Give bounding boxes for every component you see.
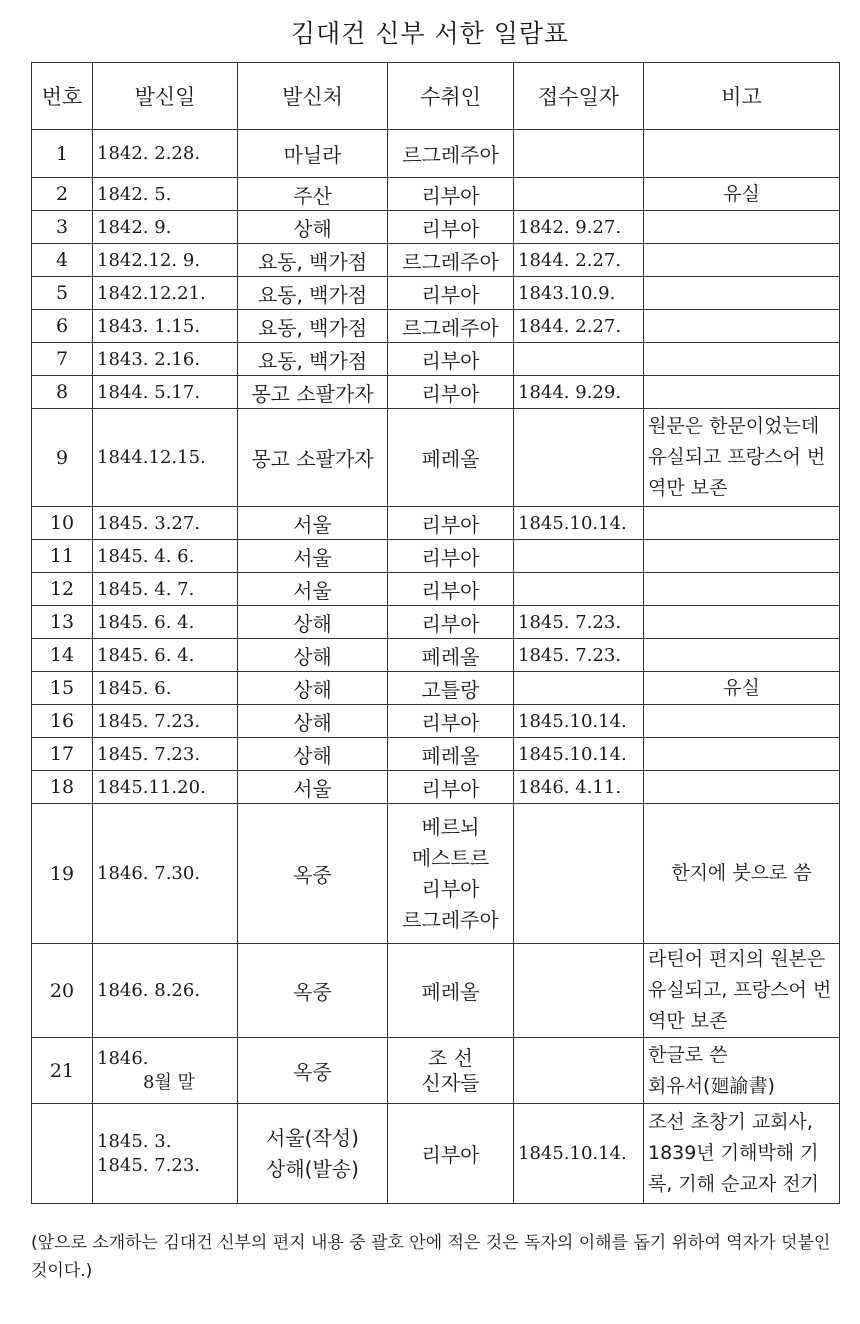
cell-line: 르그레주아 [402, 907, 499, 932]
cell-line: 1846. [97, 1047, 149, 1069]
table-row [32, 672, 840, 705]
received-date [514, 343, 644, 376]
remark: 유실 [644, 178, 840, 211]
table-row [32, 944, 840, 1038]
remark [644, 639, 840, 672]
recipient: 페레올 [388, 409, 514, 507]
cell-line: 상해(발송) [266, 1156, 359, 1181]
recipient: 리부아 [388, 507, 514, 540]
received-date [514, 573, 644, 606]
row-number: 8 [32, 376, 93, 409]
letters-table [31, 62, 840, 1204]
table-row [32, 343, 840, 376]
remark [644, 507, 840, 540]
remark [644, 310, 840, 343]
received-date [514, 944, 644, 1038]
row-number: 19 [32, 804, 93, 944]
remark [644, 343, 840, 376]
sent-date: 1845. 7.23. [93, 738, 238, 771]
sent-date: 1845. 6. 4. [93, 639, 238, 672]
cell-line: 신자들 [421, 1070, 480, 1095]
col-header-sent-date: 발신일 [93, 63, 238, 130]
sent-date: 1844.12.15. [93, 409, 238, 507]
recipient: 페레올 [388, 944, 514, 1038]
row-number: 10 [32, 507, 93, 540]
col-header-remark: 비고 [644, 63, 840, 130]
sent-date: 1846. 8.26. [93, 944, 238, 1038]
origin: 서울 [238, 507, 388, 540]
origin: 상해 [238, 606, 388, 639]
origin: 요동, 백가점 [238, 343, 388, 376]
row-number: 21 [32, 1038, 93, 1104]
sent-date: 1842. 5. [93, 178, 238, 211]
table-row [32, 310, 840, 343]
table-row [32, 178, 840, 211]
remark [644, 705, 840, 738]
origin: 마닐라 [238, 130, 388, 178]
origin: 몽고 소팔가자 [238, 376, 388, 409]
row-number: 9 [32, 409, 93, 507]
col-header-no: 번호 [32, 63, 93, 130]
remark: 원문은 한문이었는데 유실되고 프랑스어 번역만 보존 [644, 409, 840, 507]
sent-date: 1845. 6. [93, 672, 238, 705]
remark [644, 130, 840, 178]
remark: 조선 초창기 교회사, 1839년 기해박해 기록, 기해 순교자 전기 [644, 1104, 840, 1204]
recipient: 리부아 [388, 178, 514, 211]
sent-date: 1846. 7.30. [93, 804, 238, 944]
cell-line: 서울(작성) [266, 1125, 359, 1150]
origin [238, 1104, 388, 1204]
sent-date: 1842. 9. [93, 211, 238, 244]
table-row [32, 507, 840, 540]
row-number: 13 [32, 606, 93, 639]
received-date [514, 130, 644, 178]
row-number: 5 [32, 277, 93, 310]
row-number: 4 [32, 244, 93, 277]
received-date: 1843.10.9. [514, 277, 644, 310]
received-date [514, 178, 644, 211]
recipient [388, 1038, 514, 1104]
cell-line: 회유서(廻諭書) [648, 1074, 775, 1097]
recipient: 리부아 [388, 606, 514, 639]
cell-line: 1845. 7.23. [97, 1154, 201, 1176]
recipient: 리부아 [388, 277, 514, 310]
sent-date: 1845. 3.27. [93, 507, 238, 540]
sent-date [93, 1104, 238, 1204]
remark [644, 573, 840, 606]
recipient: 르그레주아 [388, 244, 514, 277]
sent-date: 1845. 6. 4. [93, 606, 238, 639]
recipient: 고틀랑 [388, 672, 514, 705]
sent-date: 1842.12.21. [93, 277, 238, 310]
footnote: (앞으로 소개하는 김대건 신부의 편지 내용 중 괄호 안에 적은 것은 독자의 이해를 돕기 위하여 역자가 덧붙인 것이다.) [31, 1233, 831, 1281]
sent-date: 1845. 4. 7. [93, 573, 238, 606]
remark: 라틴어 편지의 원본은 유실되고, 프랑스어 번역만 보존 [644, 944, 840, 1038]
row-number: 12 [32, 573, 93, 606]
received-date: 1844. 9.29. [514, 376, 644, 409]
sent-date: 1842. 2.28. [93, 130, 238, 178]
sent-date: 1842.12. 9. [93, 244, 238, 277]
remark: 유실 [644, 672, 840, 705]
table-header-row [32, 63, 840, 130]
recipient: 리부아 [388, 1104, 514, 1204]
table-row [32, 705, 840, 738]
row-number: 11 [32, 540, 93, 573]
table-row [32, 244, 840, 277]
cell-line: 리부아 [421, 876, 480, 901]
remark [644, 771, 840, 804]
remark: 한지에 붓으로 씀 [644, 804, 840, 944]
table-row [32, 573, 840, 606]
received-date: 1845. 7.23. [514, 606, 644, 639]
received-date [514, 804, 644, 944]
sent-date: 1843. 2.16. [93, 343, 238, 376]
recipient: 리부아 [388, 376, 514, 409]
page-title: 김대건 신부 서한 일람표 [290, 19, 570, 48]
col-header-origin: 발신처 [238, 63, 388, 130]
row-number: 7 [32, 343, 93, 376]
origin: 상해 [238, 738, 388, 771]
received-date [514, 672, 644, 705]
recipient: 페레올 [388, 639, 514, 672]
table-row [32, 606, 840, 639]
cell-line: 조 선 [428, 1045, 473, 1070]
remark [644, 376, 840, 409]
row-number: 20 [32, 944, 93, 1038]
table-row [32, 804, 840, 944]
table-row [32, 771, 840, 804]
sent-date: 1845.11.20. [93, 771, 238, 804]
table-row [32, 738, 840, 771]
sent-date: 1845. 4. 6. [93, 540, 238, 573]
origin: 주산 [238, 178, 388, 211]
table-row [32, 376, 840, 409]
received-date [514, 540, 644, 573]
received-date [514, 1038, 644, 1104]
row-number: 17 [32, 738, 93, 771]
sent-date: 1844. 5.17. [93, 376, 238, 409]
sent-date: 1845. 7.23. [93, 705, 238, 738]
remark [644, 606, 840, 639]
recipient: 리부아 [388, 211, 514, 244]
received-date: 1845.10.14. [514, 738, 644, 771]
origin: 상해 [238, 211, 388, 244]
origin: 상해 [238, 672, 388, 705]
recipient: 리부아 [388, 705, 514, 738]
received-date: 1844. 2.27. [514, 310, 644, 343]
origin: 옥중 [238, 1038, 388, 1104]
origin: 요동, 백가점 [238, 310, 388, 343]
row-number: 1 [32, 130, 93, 178]
recipient: 리부아 [388, 540, 514, 573]
row-number: 6 [32, 310, 93, 343]
row-number: 15 [32, 672, 93, 705]
recipient [388, 804, 514, 944]
table-row [32, 1038, 840, 1104]
origin: 옥중 [238, 804, 388, 944]
table-row [32, 1104, 840, 1204]
col-header-received-date: 접수일자 [514, 63, 644, 130]
remark [644, 244, 840, 277]
row-number: 14 [32, 639, 93, 672]
received-date: 1844. 2.27. [514, 244, 644, 277]
cell-line: 1845. 3. [97, 1130, 172, 1152]
recipient: 페레올 [388, 738, 514, 771]
cell-line: 한글로 쓴 [648, 1043, 728, 1066]
received-date: 1845.10.14. [514, 705, 644, 738]
origin: 상해 [238, 639, 388, 672]
row-number: 2 [32, 178, 93, 211]
received-date: 1845. 7.23. [514, 639, 644, 672]
cell-line: 베르뇌 [421, 814, 480, 839]
origin: 옥중 [238, 944, 388, 1038]
recipient: 리부아 [388, 771, 514, 804]
table-row [32, 540, 840, 573]
origin: 서울 [238, 573, 388, 606]
cell-line: 8월 말 [143, 1071, 195, 1093]
received-date [514, 409, 644, 507]
remark [644, 540, 840, 573]
received-date: 1846. 4.11. [514, 771, 644, 804]
origin: 서울 [238, 540, 388, 573]
origin: 상해 [238, 705, 388, 738]
recipient: 르그레주아 [388, 130, 514, 178]
received-date: 1845.10.14. [514, 1104, 644, 1204]
origin: 서울 [238, 771, 388, 804]
cell-line: 메스트르 [411, 845, 490, 870]
remark [644, 211, 840, 244]
recipient: 리부아 [388, 343, 514, 376]
table-row [32, 130, 840, 178]
table-row [32, 409, 840, 507]
row-number: 18 [32, 771, 93, 804]
remark [644, 277, 840, 310]
row-number [32, 1104, 93, 1204]
origin: 몽고 소팔가자 [238, 409, 388, 507]
sent-date [93, 1038, 238, 1104]
row-number: 3 [32, 211, 93, 244]
table-row [32, 211, 840, 244]
remark [644, 1038, 840, 1104]
recipient: 리부아 [388, 573, 514, 606]
remark [644, 738, 840, 771]
recipient: 르그레주아 [388, 310, 514, 343]
received-date: 1845.10.14. [514, 507, 644, 540]
row-number: 16 [32, 705, 93, 738]
table-row [32, 277, 840, 310]
col-header-recipient: 수취인 [388, 63, 514, 130]
table-row [32, 639, 840, 672]
sent-date: 1843. 1.15. [93, 310, 238, 343]
origin: 요동, 백가점 [238, 277, 388, 310]
received-date: 1842. 9.27. [514, 211, 644, 244]
origin: 요동, 백가점 [238, 244, 388, 277]
